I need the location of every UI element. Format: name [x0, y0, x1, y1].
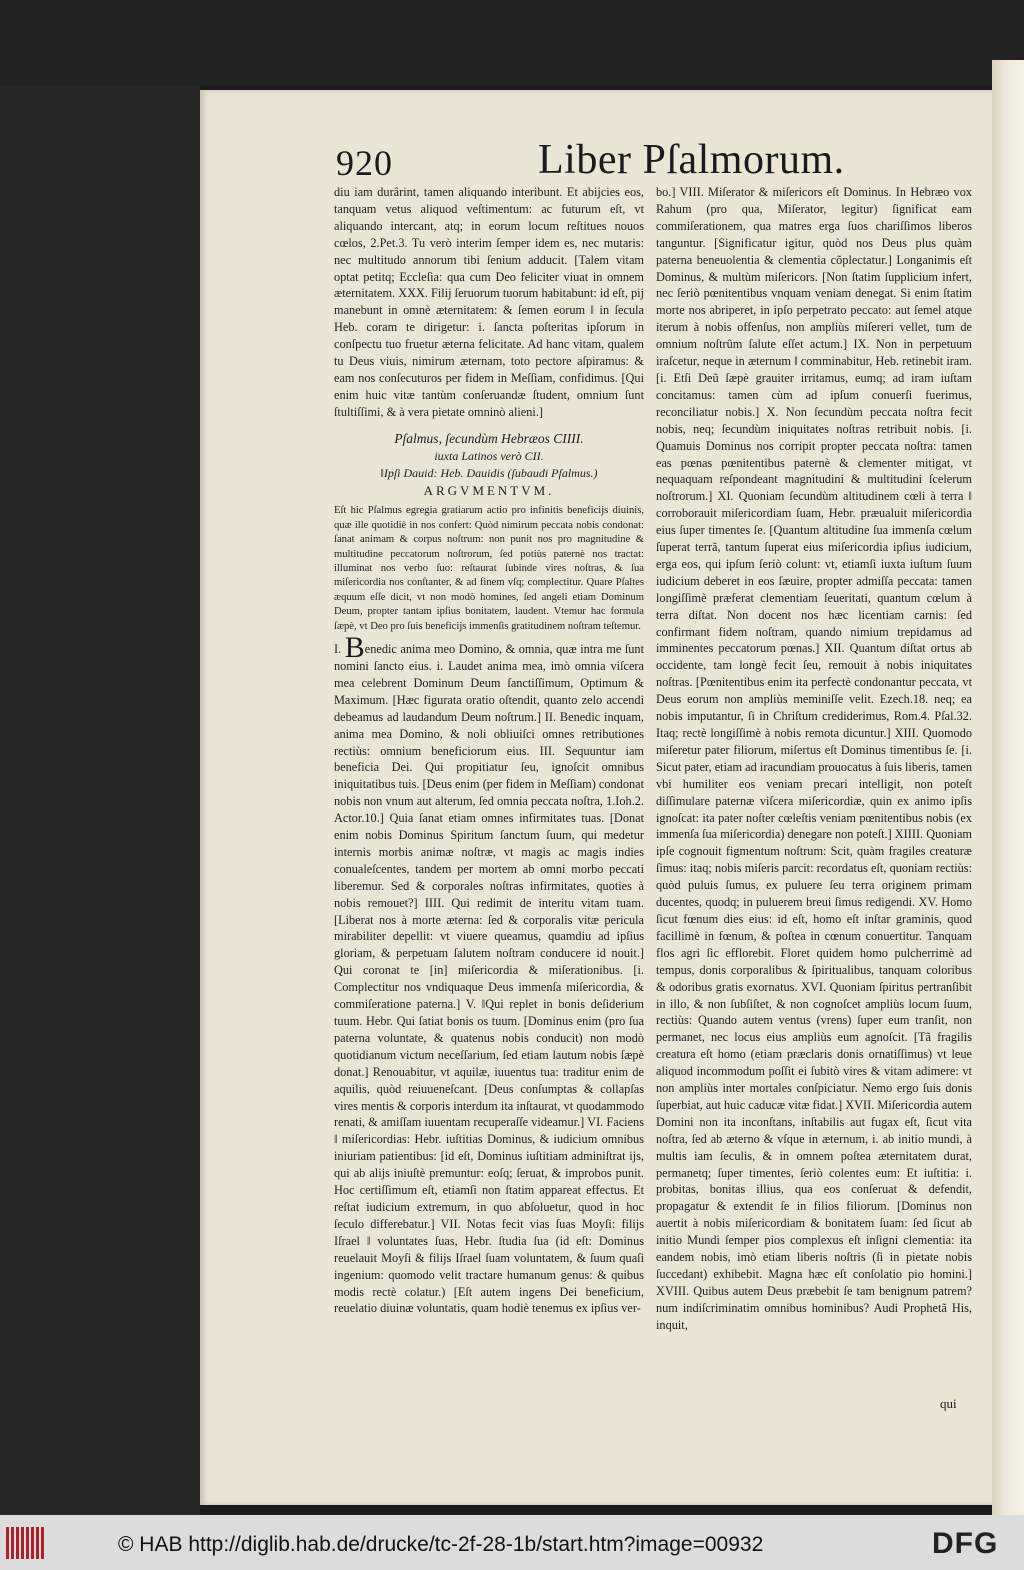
right-paragraph: bo.] VIII. Miſerator & miſericors eſt Dominus. In Hebræo vox Rahum (pro qua, Miſerator, legitur) ſignificat eam commiſerationem, qua matres erga ſuos chariſſimos liberos tanguntur. [Significatur igitur, quòd nos Deus plus quàm paterna beneuolentia & clementia cõplectatur.] Longanimis eſt Dominus, & multùm miſericors. [Non ſtatim ſupplicium infert, nec ſeriò pœnitentibus vnquam veniam denegat. Si enim ſtatim morte nos abriperet, in ipſo perpetrato peccato: aut ſemel atque iterum à nobis offenſus, non ampliùs miſereri vellet, tum de omnium noſtrûm ſalute eſſet actum.] IX. Non in perpetuum iraſcetur, neque in æternum ‖ comminabitur, Heb. retinebit iram. [i. Etſi Deũ ſæpè grauiter irritamus, eumq; ad iram iuſtam concitamus: tamen cùm ad ipſum conuerſi fuerimus, reconciliatur nobis.] X. Non ſecundùm peccata noſtra fecit nobis, neq; ſecundùm iniquitates noſtras retribuit nobis. [i. Quamuis Dominus nos corripit propter peccata noſtra: tamen eas pœnas pœnitentibus paternè & clementer mitigat, vt nequaquam reſpondeant magnitudini & multitudini ſcelerum noſtrorum.] XI. Quoniam ſecundùm altitudinem cœli à terra ‖ corroborauit miſericordiam ſuam, Hebr. præualuit miſericordia eius ſuper timentes ſe. [Quantum altitudine ſua immenſa cœlum ſuperat terrã, tantum ſuperat eius miſericordia ipſius iudicium, erga eos, qui ipſum ſeriò colunt: vt, etiamſi iuxta iuſtum ſuum iudicium deberet in eos ſæuire, propter admiſſa peccata: tamen longiſſimè præferat clementiam ſeueritati, quantum cœlum à terra diſtat. Non docent nos hæc licentiam carnis: ſed confirmant fidem noſtram, quando nimium trepidamus ad imminentes peccatorum pœnas.] XII. Quantum diſtat ortus ab occidente, tam longè fecit ſeu, remouit à nobis iniquitates noſtras. [Pœnitentibus enim ita perfectè condonantur peccata, vt Deus eorum non ampliùs meminiſſe velit. Ezech.18. neq; ea nobis imputantur, ſi in Chriſtum crediderimus, Rom.4. Pſal.32. Itaq; rectè longiſſimè à nobis remota dicuntur.] XIII. Quomodo miſeretur pater filiorum, miſertus eſt Dominus timentibus ſe. [i. Sicut pater, etiam ad iracundiam prouocatus à ſuis liberis, tamen vbi humiliter eos veniam precari intelligit, non poteſt diſſimulare paternæ viſcera miſericordiæ, quin ex animo ipſis ignoſcat: ita pater noſter cœleſtis veniam pœnitentibus nobis (ex immenſa ſua miſericordia) denegare non poteſt.] XIIII. Quoniam ipſe cognouit figmentum noſtrum: Scit, quàm fragiles creaturæ ſimus: itaq; nobis miſeris parcit: recordatus eſt, quoniam rectiùs: quòd puluis ſumus, ex puluere ſeu terra originem primam ducentes, quodq; in puluerem breui ſimus redigendi. XV. Homo ſicut fœnum dies eius: id eſt, homo eſt inſtar graminis, quod facillimè in fœnum, & poſtea in cœnum conuertitur. Tanquam flos agri ſic efflorebit. Floret quidem homo pulcherrimè ad tempus, donis corporalibus & ſpiritualibus, tanquam coloribus & odoribus gratis exornatus. XVI. Quoniam ſpiritus pertranſibit in illo, & non ſubſiſtet, & non cognoſcet ampliùs locum ſuum, rectiùs: Quando autem ventus (vrens) ſuper eum tranſit, non permanet, nec locus eius ampliùs eum agnoſcit. [Tã fragilis creatura eſt homo (etiam præclaris donis ornatiſſimus) vt leue aliquod incommodum poſſit ei ſubitò vires & vitam adimere: vt non ampliùs inter mortales conſpiciatur. Nemo ergo ſuis donis ſuperbiat, aut huic caducæ vitæ fidat.] XVII. Miſericordia autem Domini non ita inconſtans, inſtabilis aut fugax eſt, ſicut vita noſtra, ſed ab æterno & vſque in æternum, i. ab initio mundi, à multis iam ſeculis, & in omnem poſtea æternitatem durat, permanetq; ſuper timentes, ſeriò colentes eum: Et iuſtitia: i. probitas, bonitas illius, qua eos conſeruat & defendit, propagatur & extendit ſe in filios filiorum. [Dominus non auertit à nobis miſericordiam & bonitatem ſuam: ſed ſicut ab initio Mundi ſemper pios complexus eſt inſigni clementia: ita eandem nobis, imò etiam liberis noſtris (ſi in pietate nobis ſuccedant) exhibebit. Magna hæc eſt conſolatio pio homini.] XVIII. Quibus autem Deus præbebit ſe tam benignum patrem? num indiſcriminatim omnibus hominibus? Audi Prophetã His, inquit, — [656, 185, 972, 1332]
footer-url[interactable]: © HAB http://diglib.hab.de/drucke/tc-2f-28-1b/start.htm?image=00932 — [118, 1533, 764, 1556]
argument-title: ARGVMENTVM. — [423, 483, 555, 499]
verse-number: I. — [334, 641, 342, 656]
book-page — [200, 90, 992, 1505]
psalm-attribution: ‖Ipſi Dauid: Heb. Dauidis (ſubaudi Pſalmus.) — [380, 465, 598, 480]
dfg-logo: DFG — [932, 1527, 999, 1560]
psalm-heading: Pſalmus, ſecundùm Hebræos CIIII. — [394, 430, 584, 446]
scan-background-left — [0, 85, 200, 1515]
left-text-column — [334, 184, 644, 1317]
left-paragraph-continuation: diu iam durârint, tamen aliquando interibunt. Et abijcies eos, tanquam vetus aliquod veſtimentum: ac futurum eſt, vt aliquando intercant, atq; in eorum locum reſtitues nouos cœlos, 2.Pet.3. Tu verò interim ſemper idem es, nec mutaris: nec multitudo annorum tibi ſenium adducit. [Talem vitam optat petitq; Eccleſia: qua cum Deo feliciter viuat in omnem æternitatem. XXX. Filij ſeruorum tuorum habitabunt: id eſt, pij manebunt in omnè æternitatem: & ſemen eorum ‖ in ſecula Heb. coram te dirigetur: i. ſancta poſteritas ipſorum in conſpectu tuo fruetur æterna felicitate. Ad hanc vitam, qualem tu Deus viuis, nimirum æternam, toto pectore aſpiramus: & eam nos conſecuturos per fidem in Meſſiam, confidimus. [Qui enim huic vitæ tantùm conſeruandæ ſtudent, omnium ſunt ſtultiſſimi, & à vera pietate omninò alieni.] — [334, 185, 644, 419]
right-text-column — [656, 184, 972, 1334]
drop-capital: B — [344, 630, 365, 664]
viewer-footer — [0, 1515, 1024, 1570]
running-title: Liber Pſalmorum. — [538, 137, 845, 183]
verse-text: enedic anima meo Domino, & omnia, quæ intra me ſunt nomini ſancto eius. i. Laudet anima mea, imò omnia viſcera mea celebrent Dominum Deum ſanctiſſimum, Optimum & Maximum. [Hæc figurata oratio oſtendit, quanto zelo accendi debeamus ad laudandum Deum noſtrum.] II. Benedic inquam, anima mea Domino, & noli obliuiſci omnes retributiones rectiùs: omnium beneficiorum eius. III. Sequuntur iam beneficia Dei. Qui propitiatur ſeu, ignoſcit omnibus iniquitatibus tuis. [Deus enim (per fidem in Meſſiam) condonat nobis non vnum aut alterum, ſed omnia peccata noſtra, 1.Ioh.2. Actor.10.] Quia ſanat etiam omnes infirmitates tuas. [Donat enim nobis Dominus Spiritum ſanctum ſuum, qui medetur internis morbis animæ noſtræ, vt magis ac magis indies conualeſcentes, tandem per mortem ab omni morbo peccati liberemur. Sed & corporales noſtras infirmitates, quoties à nobis remouet?] IIII. Qui redimit de interitu vitam tuam. [Liberat nos à morte æterna: ſed & corporalis vitæ pericula mirabiliter depellit: vt viuere queamus, quamdiu ad ipſius gloriam, & perpetuam ſalutem noſtram conducere id nouit.] Qui coronat te [in] miſericordia & miſerationibus. [i. Complectitur nos vndiquaque Deus immenſa miſericordia, & commiſeratione paterna.] V. ‖Qui replet in bonis deſiderium tuum. Hebr. Qui ſatiat bonis os tuum. [Dominus enim (pro ſua paterna voluntate, & quatenus nobis conducit) non modò quotidianum victum neceſſarium, ſed etiam lautum nobis ſæpè donat.] Renouabitur, vt aquilæ, iuuentus tua: traditur enim de aquilis, quòd reiuueneſcant. [Deus conſumptas & collapſas vires mentis & corporis interdum ita inſtaurat, vt quodammodo renati, & amiſſam iuuentam recuperaſſe videamur.] VI. Faciens ‖ miſericordias: Hebr. iuſtitias Dominus, & iudicium omnibus iniuriam patientibus: [id eſt, Dominus iuſtitiam adminiſtrat ijs, qui ab alijs iniuſtè premuntur: eoſq; ſeruat, & improbos punit. Hoc certiſſimum eſt, etiamſi non ſtatim appareat effectus. Et reſtat iudicium extremum, in quo abſoluetur, quod in hoc ſeculo differebatur.] VII. Notas fecit vias ſuas Moyſi: filijs Iſrael ‖ voluntates ſuas, Hebr. ſtudia ſua (id eſt: Dominus reuelauit Moyſi & filijs Iſrael ſuam voluntatem, & ſuum quaſi ingenium: quomodo velit tractare humanum genus: & quibus modis rectè colatur.) [Eſt autem ingens Dei beneficium, reuelatio diuinæ voluntatis, quam hodiè tenemus ex ipſius ver- — [334, 641, 644, 1316]
page-number: 920 — [336, 143, 393, 183]
facing-page-edge — [992, 60, 1024, 1515]
argument-text: Eſt hic Pſalmus egregia gratiarum actio pro infinitis beneficijs diuinis, quæ ille quotidiè in nos confert: Quòd nimirum peccata nobis condonat: ſanat animam & corpus noſtrum: non punit nos pro magnitudine & multitudine peccatorum noſtrorum, ſed potiùs paternè nos tractat: illuminat nos verbo ſuo: reſtaurat ſubinde vires noſtras, & ſua miſericordia nos conſtanter, & ad finem vſq; complectitur. Quare Pſaltes æquum eſſe dicit, vt non modò homines, ſed angeli etiam Dominum Deum, propter tantam ipſius bonitatem, laudent. Vtemur hac formula ſæpè, vt Deo pro ſuis beneficijs immenſis gratitudinem noſtram teſtemur. — [334, 505, 644, 632]
psalm-subheading: iuxta Latinos verò CII. — [434, 448, 544, 463]
verse-one-paragraph — [334, 630, 644, 1317]
hab-logo-icon — [6, 1527, 46, 1559]
catchword: qui — [940, 1396, 957, 1411]
scan-background-top — [0, 0, 1024, 85]
